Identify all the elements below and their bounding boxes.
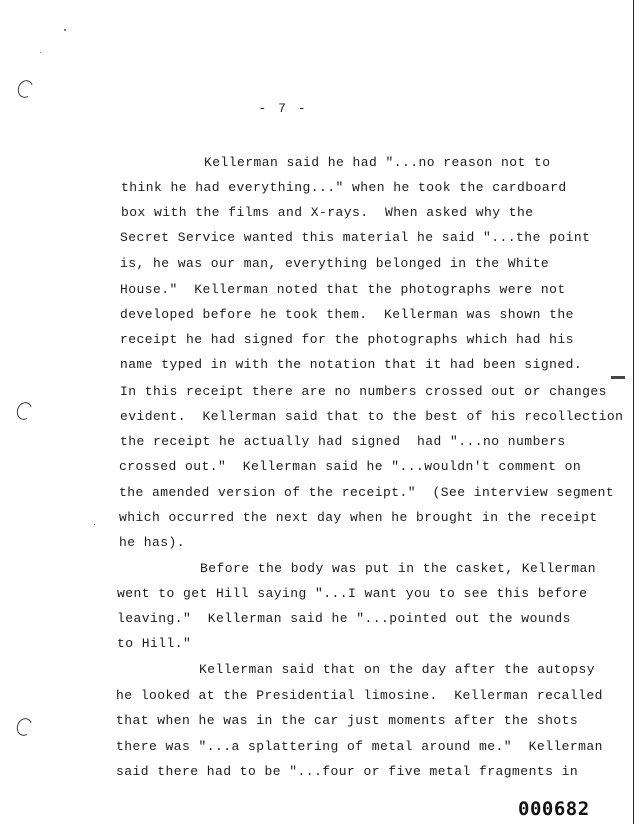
- text-line: is, he was our man, everything belonged in the White: [120, 256, 550, 271]
- text-line: think he had everything..." when he took the cardboard: [121, 180, 567, 195]
- text-line: developed before he took them. Kellerman was shown the: [120, 307, 574, 322]
- binder-hole-icon: [14, 400, 34, 422]
- scan-edge-mark: [611, 376, 625, 379]
- text-line: Secret Service wanted this material he said "...the point: [120, 230, 591, 245]
- page-number: - 7 -: [258, 101, 308, 116]
- text-line: box with the films and X-rays. When asked why the: [121, 205, 534, 220]
- page-edge: [633, 0, 634, 824]
- scan-speck: [40, 52, 41, 53]
- text-line: Before the body was put in the casket, Kellerman: [200, 561, 597, 576]
- binder-hole-icon: [14, 716, 34, 738]
- text-line: the amended version of the receipt." (See interview segment: [119, 485, 615, 500]
- text-line: evident. Kellerman said that to the best of his recollection: [120, 409, 624, 424]
- text-line: crossed out." Kellerman said he "...wouldn't comment on: [119, 459, 582, 474]
- text-line: he has).: [119, 535, 186, 550]
- text-line: there was "...a splattering of metal around me." Kellerman: [116, 739, 603, 754]
- text-line: name typed in with the notation that it had been signed.: [120, 357, 583, 372]
- text-line: said there had to be "...four or five metal fragments in: [116, 764, 579, 779]
- text-line: to Hill.": [117, 636, 192, 651]
- text-line: In this receipt there are no numbers crossed out or changes: [120, 384, 607, 399]
- scan-speck: [64, 29, 66, 31]
- text-line: went to get Hill saying "...I want you to see this before: [117, 586, 588, 601]
- text-line: he looked at the Presidential limosine. Kellerman recalled: [116, 688, 603, 703]
- text-line: leaving." Kellerman said he "...pointed out the wounds: [117, 611, 571, 626]
- text-line: Kellerman said that on the day after the autopsy: [199, 662, 596, 677]
- text-line: House." Kellerman noted that the photographs were not: [120, 282, 566, 297]
- text-line: that when he was in the car just moments after the shots: [116, 713, 579, 728]
- text-line: Kellerman said he had "...no reason not to: [204, 155, 551, 170]
- bates-number: 000682: [518, 798, 590, 820]
- binder-hole-icon: [15, 78, 35, 100]
- text-line: receipt he had signed for the photographs which had his: [120, 332, 574, 347]
- text-line: the receipt he actually had signed had "...no numbers: [120, 434, 566, 449]
- scan-speck: [94, 524, 95, 525]
- text-line: which occurred the next day when he brought in the receipt: [119, 510, 598, 525]
